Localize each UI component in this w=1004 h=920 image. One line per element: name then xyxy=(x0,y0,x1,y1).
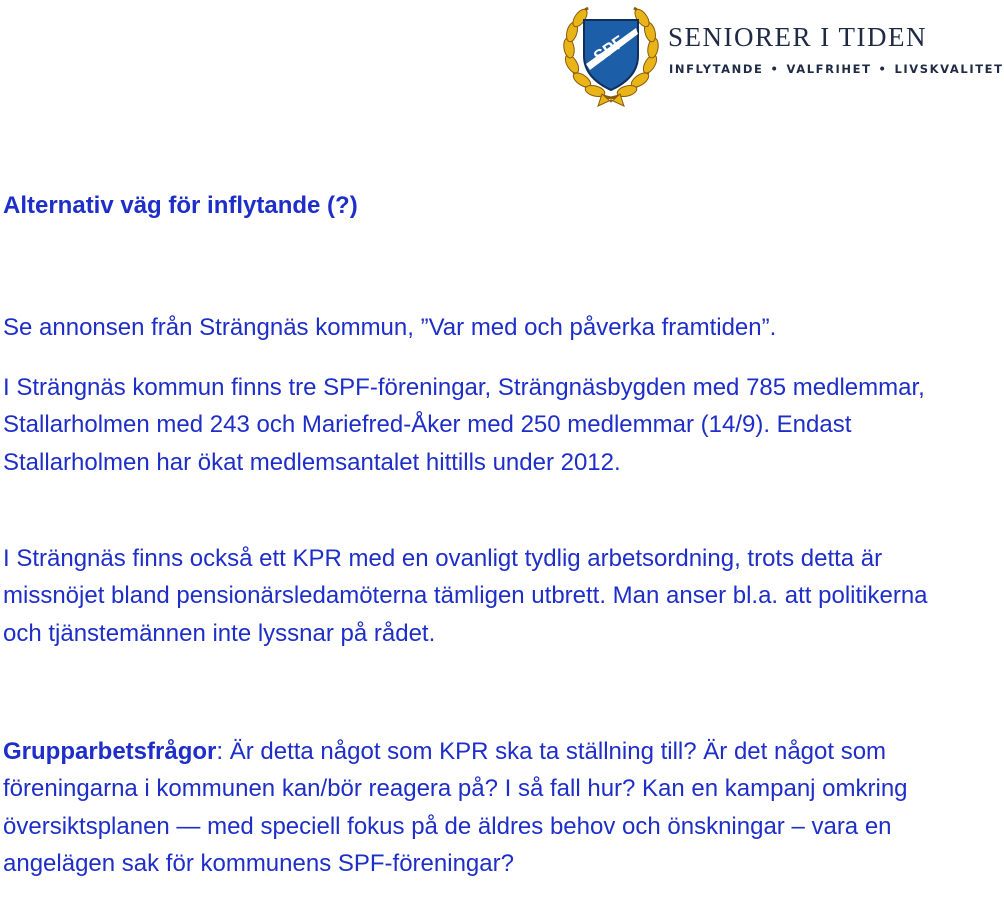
paragraph-associations: I Strängnäs kommun finns tre SPF-föreningar, Strängnäsbygden med 785 medlemmar, Stallarholmen med 243 och Mariefred-Åker med 250 medlemmar (14/9). Endast Stallarholmen har ökat medlemsantalet hittills under 2012. xyxy=(3,374,925,476)
paragraph-group-work xyxy=(3,733,953,882)
tagline-separator: • xyxy=(878,62,888,76)
paragraph-announcement: Se annonsen från Strängnäs kommun, ”Var med och påverka framtiden”. xyxy=(3,314,777,341)
shield-icon xyxy=(584,20,638,90)
tagline-item: VALFRIHET xyxy=(786,62,872,76)
spf-emblem xyxy=(562,2,660,106)
tagline-item: LIVSKVALITET xyxy=(894,62,1004,76)
group-work-text: : Är detta något som KPR ska ta ställning till? Är det något som föreningarna i kommunen kan/bör reagera på? I så fall hur? Kan en kampanj omkring översiktsplanen — med speciell fokus på de äldres behov och önskningar – vara en angelägen sak för kommunens SPF-föreningar? xyxy=(3,738,908,877)
logo-title: SENIORER I TIDEN xyxy=(668,22,927,52)
paragraph-kpr: I Strängnäs finns också ett KPR med en ovanligt tydlig arbetsordning, trots detta är missnöjet bland pensionärsledamöterna tämligen utbrett. Man anser bl.a. att politikerna och tjänstemännen inte lyssnar på rådet. xyxy=(3,545,928,647)
logo-tagline xyxy=(669,62,1004,76)
page-title: Alternativ väg för inflytande (?) xyxy=(3,192,358,219)
tagline-item: INFLYTANDE xyxy=(669,62,764,76)
tagline-separator: • xyxy=(770,62,780,76)
emblem-text: SPF xyxy=(590,31,628,67)
logo xyxy=(560,2,1004,106)
group-work-label: Grupparbetsfrågor xyxy=(3,738,217,765)
